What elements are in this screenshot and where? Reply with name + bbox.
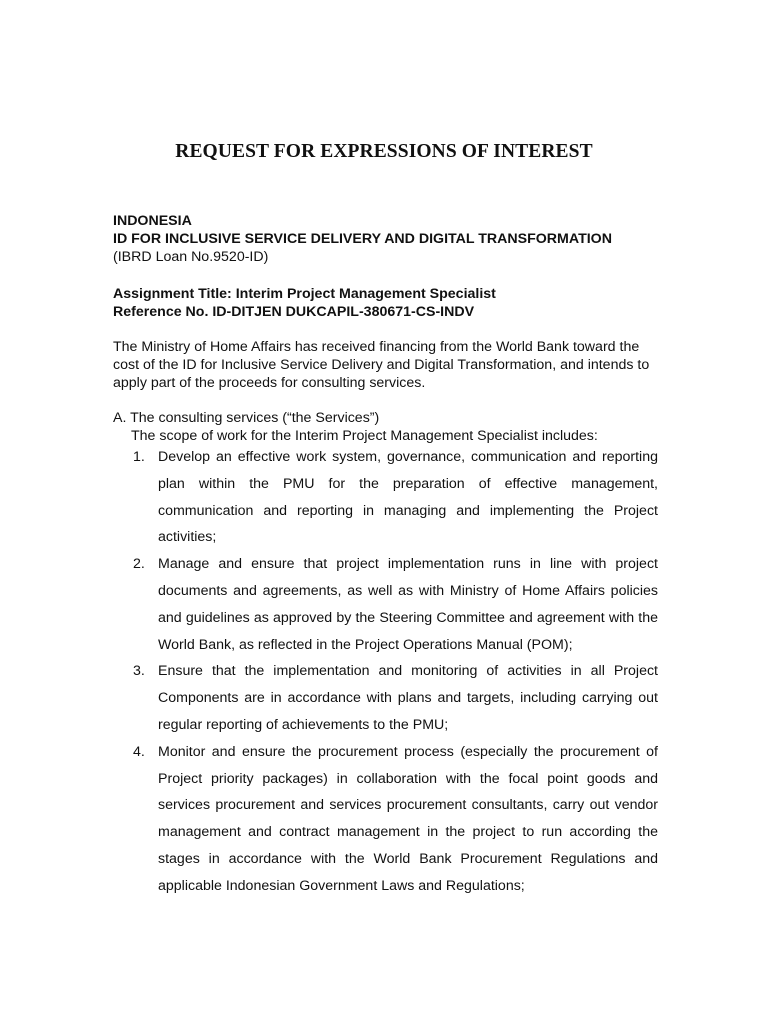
intro-paragraph: The Ministry of Home Affairs has received financing from the World Bank toward the cost of the ID for Inclusive Service Delivery and Digital Transformation, and intends to apply part of the proceeds for consulting services. (113, 339, 650, 391)
reference-value: . ID-DITJEN DUKCAPIL-380671-CS-INDV (204, 304, 475, 320)
list-item (113, 739, 658, 900)
list-item-number: 1. (133, 449, 145, 465)
scope-intro: The scope of work for the Interim Project Management Specialist includes: (131, 428, 598, 444)
list-item (113, 658, 658, 738)
reference-number (113, 303, 474, 321)
list-item-text: Ensure that the implementation and monitoring of activities in all Project Components are in accordance with plans and targets, including carrying out regular reporting of achievements to the PMU; (158, 663, 658, 733)
project-name-heading: ID FOR INCLUSIVE SERVICE DELIVERY AND DIGITAL TRANSFORMATION (113, 231, 612, 247)
list-item-number: 3. (133, 663, 145, 680)
scope-list (113, 444, 658, 900)
list-item-text: Monitor and ensure the procurement process (especially the procurement of Project priority packages) in collaboration with the focal point goods and services procurement and services procurement consultants, carry out vendor management and contract management in the project to run according the stages in accordance with the World Bank Procurement Regulations and applicable Indonesian Government Laws and Regulations; (158, 743, 658, 894)
assignment-title: Assignment Title: Interim Project Management Specialist (113, 286, 496, 302)
list-item-text: Develop an effective work system, governance, communication and reporting plan within the PMU for the preparation of effective management, communication and reporting in managing and implementing the Project activities; (158, 449, 658, 546)
list-item-number: 4. (133, 743, 145, 760)
list-item-number: 2. (133, 556, 145, 573)
loan-number: (IBRD Loan No.9520-ID) (113, 249, 269, 265)
section-a-heading: A. The consulting services (“the Services”) (113, 410, 380, 426)
reference-label: Reference No (113, 304, 205, 320)
document-title: REQUEST FOR EXPRESSIONS OF INTEREST (175, 141, 593, 162)
list-item (113, 551, 658, 658)
list-item-text: Manage and ensure that project implementation runs in line with project documents and agreements, as well as with Ministry of Home Affairs policies and guidelines as approved by the Steering Committee and agreement with the World Bank, as reflected in the Project Operations Manual (POM); (158, 556, 658, 653)
country-heading: INDONESIA (113, 213, 192, 229)
list-item (113, 444, 658, 551)
